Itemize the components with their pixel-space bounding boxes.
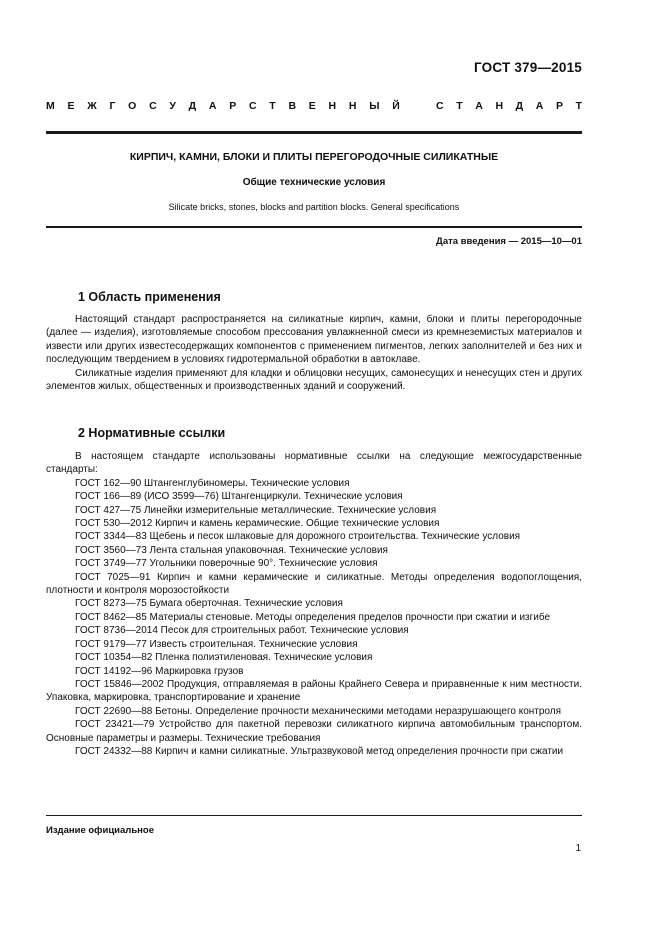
heading-letter: М — [46, 100, 55, 112]
reference-list — [46, 477, 582, 759]
section-1-title: 1 Область применения — [78, 290, 221, 304]
reference-item: ГОСТ 3749—77 Угольники поверочные 90°. Технические условия — [75, 558, 378, 570]
heading-letter: Е — [67, 100, 75, 112]
reference-item: ГОСТ 3344—83 Щебень и песок шлаковые для дорожного строительства. Технические условия — [75, 531, 521, 543]
heading-letter: Д — [515, 100, 524, 112]
interstate-standard-heading — [46, 100, 582, 112]
section-2-title: 2 Нормативные ссылки — [78, 426, 226, 440]
reference-item: ГОСТ 9179—77 Известь строительная. Технические условия — [75, 638, 358, 650]
heading-letter: С — [149, 100, 157, 112]
reference-item: ГОСТ 166—89 (ИСО 3599—76) Штангенциркули. Технические условия — [75, 491, 403, 503]
section-2-body — [46, 450, 582, 758]
reference-item: ГОСТ 22690—88 Бетоны. Определение прочности механическими методами неразрушающего контроля — [75, 705, 562, 717]
heading-letter: Ж — [87, 100, 97, 112]
section-2-intro: В настоящем стандарте использованы нормативные ссылки на следующие межгосударственные стандарты: — [46, 451, 582, 476]
heading-letter: А — [475, 100, 483, 112]
reference-item: ГОСТ 15846—2002 Продукция, отправляемая в районы Крайнего Севера и приравненные к ним местности. Упаковка, маркировка, транспортирование и хранение — [46, 678, 582, 704]
reference-item: ГОСТ 427—75 Линейки измерительные металлические. Технические условия — [75, 504, 437, 516]
heading-letter: Г — [109, 100, 116, 112]
heading-letter: Т — [269, 100, 276, 112]
header-rule-thin — [46, 226, 582, 228]
heading-letter: А — [208, 100, 217, 112]
reference-item: ГОСТ 530—2012 Кирпич и камень керамические. Общие технические условия — [75, 518, 440, 530]
heading-letter: Р — [555, 100, 563, 112]
reference-item: ГОСТ 8736—2014 Песок для строительных работ. Технические условия — [75, 625, 409, 637]
edition-note: Издание официальное — [46, 825, 154, 836]
heading-letter: У — [169, 100, 176, 112]
reference-item: ГОСТ 3560—73 Лента стальная упаковочная. Технические условия — [75, 544, 388, 556]
reference-item: ГОСТ 23421—79 Устройство для пакетной перевозки силикатного кирпича автомобильным транспортом. Основные параметры и размеры. Технические требования — [46, 719, 582, 744]
section-1-body — [46, 313, 582, 393]
heading-letter: Т — [575, 100, 582, 112]
reference-item: ГОСТ 10354—82 Пленка полиэтиленовая. Технические условия — [75, 652, 373, 664]
heading-letter: С — [436, 100, 444, 112]
page-number: 1 — [575, 843, 581, 854]
reference-item: ГОСТ 8462—85 Материалы стеновые. Методы определения пределов прочности при сжатии и изгибе — [75, 611, 551, 623]
heading-letter: Р — [229, 100, 237, 112]
reference-item: ГОСТ 14192—96 Маркировка грузов — [75, 665, 244, 677]
heading-letter: Й — [392, 100, 400, 112]
standard-word — [436, 100, 582, 112]
heading-letter: В — [288, 100, 297, 112]
heading-letter: Т — [456, 100, 463, 112]
english-title: Silicate bricks, stones, blocks and partition blocks. General specifications — [168, 202, 460, 212]
introduction-date: Дата введения — 2015—10—01 — [436, 236, 582, 247]
reference-item: ГОСТ 24332—88 Кирпич и камни силикатные. Ультразвуковой метод определения прочности при сжатии — [75, 745, 564, 757]
document-title: КИРПИЧ, КАМНИ, БЛОКИ И ПЛИТЫ ПЕРЕГОРОДОЧНЫЕ СИЛИКАТНЫЕ — [129, 151, 499, 163]
heading-letter: Н — [348, 100, 357, 112]
document-subtitle: Общие технические условия — [242, 177, 386, 188]
section-1-paragraph: Настоящий стандарт распространяется на силикатные кирпич, камни, блоки и плиты перегородочные (далее — изделия), изготовляемые способом прессования увлажненной смеси из кремнеземистых материалов и извести или других известесодержащих компонентов с применением пигментов, легких заполнителей и без них и последующим твердением в условиях гидротермальной обработки в автоклаве. — [46, 314, 582, 366]
reference-item: ГОСТ 7025—91 Кирпич и камни керамические и силикатные. Методы определения водопоглощения, плотности и контроля морозостойкости — [46, 571, 582, 597]
heading-letter: Н — [328, 100, 337, 112]
heading-letter: Е — [308, 100, 316, 112]
reference-item: ГОСТ 8273—75 Бумага оберточная. Технические условия — [75, 598, 343, 610]
heading-letter: Ы — [369, 100, 380, 112]
footer-rule — [46, 815, 582, 816]
heading-letter: Н — [495, 100, 504, 112]
gost-number: ГОСТ 379—2015 — [473, 60, 582, 75]
heading-letter: А — [535, 100, 544, 112]
interstate-word — [46, 100, 400, 112]
heading-letter: Д — [188, 100, 197, 112]
reference-item: ГОСТ 162—90 Штангенглубиномеры. Технические условия — [75, 477, 350, 489]
heading-letter: О — [128, 100, 137, 112]
section-1-paragraph: Силикатные изделия применяют для кладки и облицовки несущих, самонесущих и ненесущих стен и других элементов жилых, общественных и производственных зданий и сооружений. — [46, 367, 582, 393]
header-rule-thick — [46, 131, 582, 134]
heading-letter: С — [248, 100, 257, 112]
